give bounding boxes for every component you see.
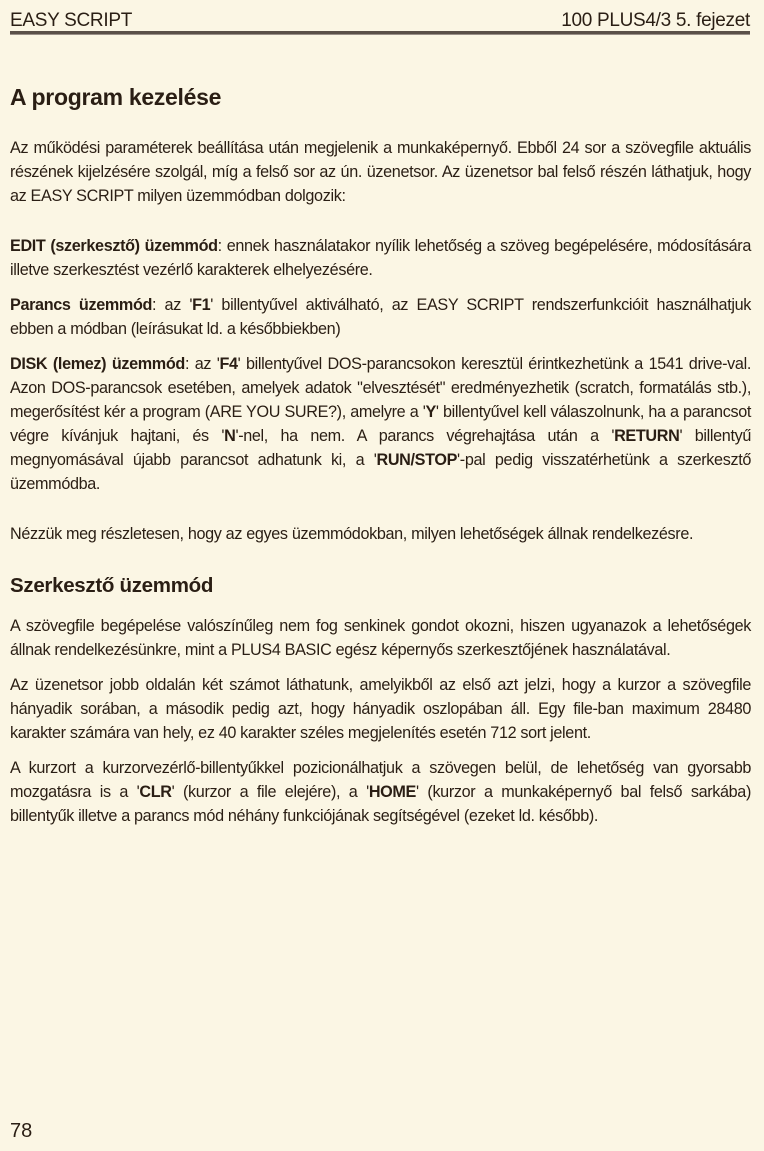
mode-disk-text-1: : az ' (184, 355, 220, 373)
mode-edit-term: EDIT (szerkesztő) üzemmód (10, 237, 218, 255)
editor-p3-text-a: A kurzort a kurzorvezérlő-billentyűkkel pozicionálhatjuk a szövegen belül, de lehetőség van gyorsabb mozgatásra is a ' (10, 759, 751, 801)
intro-paragraph: Az működési paraméterek beállítása után megjelenik a munkaképernyő. Ebből 24 sor a szövegfile aktuális részének kijelzésére szolgál, míg a felső sor az ún. üzenetsor. Az üzenetsor bal felső részén láthatjuk, hogy az EASY SCRIPT milyen üzemmódban dolgozik: (10, 139, 751, 205)
key-home: HOME (368, 783, 417, 801)
mode-disk-term: DISK (lemez) üzemmód (10, 355, 185, 373)
key-n: N (224, 427, 236, 445)
mode-disk-text-3: ' billentyűvel kell válaszolnunk, ha a parancsot végre kívánjuk hajtani, és ' (10, 403, 751, 445)
mode-disk-text-2: ' billentyűvel DOS-parancsokon keresztül érintkezhetünk a 1541 drive-val. Azon DOS-parancsok esetében, amelyek adatok "elvesztését" eredményezhetik (scratch, formatálás stb.), megerősítést kér a program (ARE YOU SURE?), amelyre a ' (10, 355, 751, 421)
key-f4: F4 (219, 355, 238, 373)
mode-command-text-a: : az ' (152, 296, 193, 314)
editor-paragraph-1: A szövegfile begépelése valószínűleg nem fog senkinek gondot okozni, hiszen ugyanazok a lehetőségek állnak rendelkezésünkre, mint a PLUS4 BASIC egész képernyős szerkesztőjének használatával. (10, 617, 751, 659)
mode-disk-text-4: '-nel, ha nem. A parancs végrehajtása után a ' (235, 427, 615, 445)
editor-p3-text-c: ' (kurzor a munkaképernyő bal felső sarkába) billentyűk illetve a parancs mód néhány funkciójának segítségével (ezeket ld. később). (10, 783, 752, 825)
key-y: Y (425, 403, 436, 421)
key-clr: CLR (139, 783, 172, 801)
section-title-program-handling: A program kezelése (10, 84, 222, 110)
header-rule (10, 31, 750, 35)
mode-command-paragraph (10, 293, 751, 341)
mode-disk-paragraph (10, 352, 751, 496)
mode-disk-text-5: ' billentyű megnyomásával újabb parancsot adhatunk ki, a ' (10, 427, 751, 469)
key-run-stop: RUN/STOP (376, 451, 458, 469)
mode-edit-text: : ennek használatakor nyílik lehetőség a szöveg begépelésére, módosítására illetve szerkesztést vezérlő karakterek elhelyezésére. (10, 237, 751, 279)
mode-command-term: Parancs üzemmód (10, 296, 153, 314)
outro-paragraph: Nézzük meg részletesen, hogy az egyes üzemmódokban, milyen lehetőségek állnak rendelkezésre. (10, 525, 694, 543)
editor-paragraph-3 (10, 756, 751, 828)
editor-paragraph-2: Az üzenetsor jobb oldalán két számot láthatunk, amelyikből az első azt jelzi, hogy a kurzor a szövegfile hányadik sorában, a második pedig azt, hogy hányadik oszlopában áll. Egy file-ban maximum 28480 karakter számára van hely, ez 40 karakter széles megjelenítés esetén 712 sort jelent. (10, 676, 751, 742)
running-header (10, 6, 750, 32)
page-content (10, 82, 751, 839)
mode-command-text-b: ' billentyűvel aktiválható, az EASY SCRIPT rendszerfunkcióit használhatjuk ebben a módban (leírásukat ld. a későbbiekben) (10, 296, 751, 338)
mode-edit-paragraph (10, 234, 751, 282)
key-f1: F1 (192, 296, 211, 314)
key-return: RETURN (614, 427, 680, 445)
header-chapter: 100 PLUS4/3 5. fejezet (561, 10, 750, 31)
section-title-editor-mode: Szerkesztő üzemmód (10, 574, 214, 597)
header-book-title: EASY SCRIPT (10, 10, 132, 31)
mode-disk-text-6: '-pal pedig visszatérhetünk a szerkesztő üzemmódba. (10, 451, 751, 493)
editor-p3-text-b: ' (kurzor a file elejére), a ' (171, 783, 369, 801)
page-number: 78 (10, 1120, 33, 1142)
